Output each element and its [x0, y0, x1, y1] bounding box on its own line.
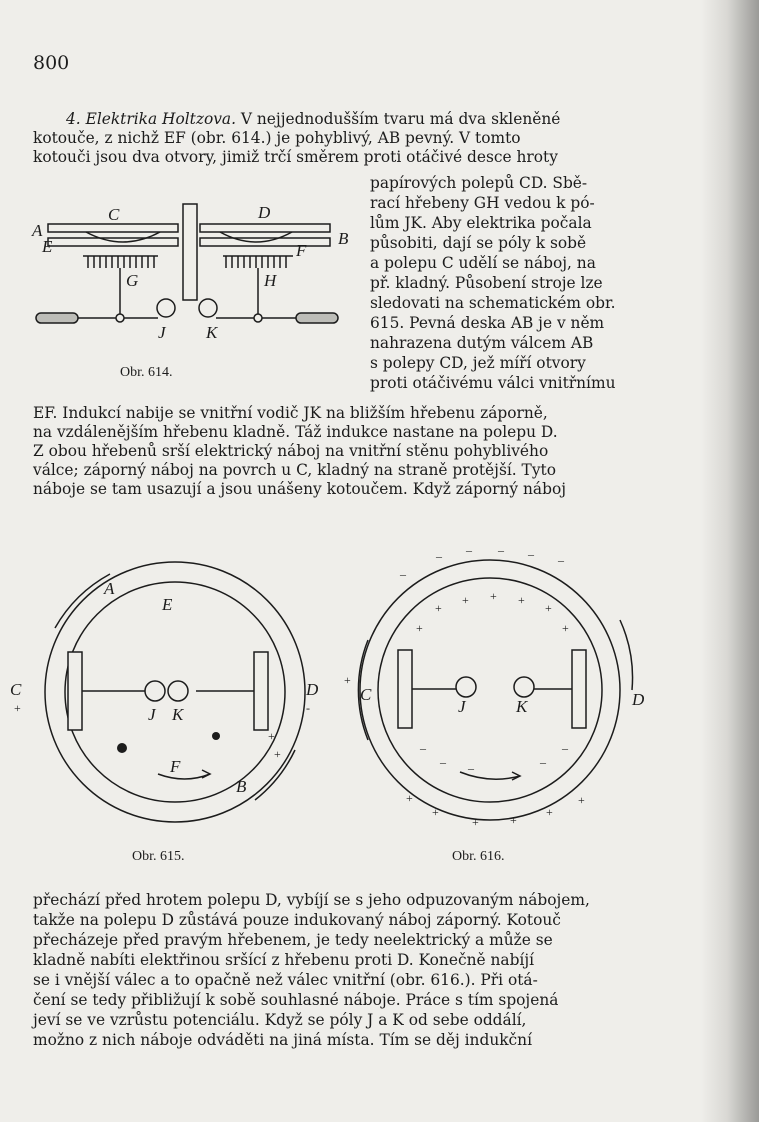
- svg-text:–: –: [466, 543, 472, 557]
- svg-text:+: +: [432, 805, 439, 819]
- wrap-line: 615. Pevná deska AB je v něm: [370, 314, 605, 332]
- figure-616: [340, 540, 670, 870]
- charges-inner-plus: [344, 589, 569, 687]
- paragraph-line: EF. Indukcí nabije se vnitřní vodič JK na bližším hřebenu záporně,: [33, 404, 548, 422]
- figure-616-caption: Obr. 616.: [452, 849, 505, 864]
- comb-left: [68, 652, 82, 730]
- fixed-disc-right: [200, 224, 330, 232]
- figure-615-caption: Obr. 615.: [132, 849, 185, 864]
- label-E: E: [42, 237, 53, 256]
- label-C: C: [108, 205, 120, 224]
- fixed-disc-left: [48, 224, 178, 232]
- coating-D: [620, 620, 633, 690]
- svg-text:+: +: [562, 621, 569, 635]
- svg-text:–: –: [558, 553, 564, 567]
- paragraph-line: jeví se ve vzrůstu potenciálu. Když se póly J a K od sebe oddálí,: [33, 1011, 527, 1029]
- wrap-line: a polepu C udělí se náboj, na: [370, 254, 596, 272]
- paragraph-line: Z obou hřebenů srší elektrický náboj na vnitřní stěnu pohyblivého: [33, 442, 549, 460]
- svg-text:+: +: [416, 621, 423, 635]
- label-F: F: [170, 757, 181, 776]
- paper-coating-D: [220, 232, 292, 242]
- comb-left: [398, 650, 412, 728]
- charge-blot: [117, 743, 127, 753]
- charge-blot: [212, 732, 220, 740]
- paragraph-line: takže na polepu D zůstává pouze indukovaný náboj záporný. Kotouč: [33, 911, 561, 929]
- charges-inner-minus: [419, 741, 569, 775]
- label-D: D: [632, 690, 645, 709]
- svg-text:+: +: [546, 805, 553, 819]
- wrap-line: s polepy CD, jež míří otvory: [370, 354, 586, 372]
- page-edge-shadow: [701, 0, 759, 1122]
- comb-right: [572, 650, 586, 728]
- wrap-line: nahrazena dutým válcem AB: [370, 334, 594, 352]
- handle-left: [36, 313, 78, 323]
- charge-minus: -: [306, 701, 310, 715]
- section-first-line: V nejjednodušším tvaru má dva skleněné: [240, 110, 561, 128]
- pole-J-ball: [145, 681, 165, 701]
- label-D: D: [258, 203, 271, 222]
- paragraph-line: na vzdálenějším hřebenu kladně. Táž indukce nastane na polepu D.: [33, 423, 558, 441]
- paper-coating-C: [86, 232, 160, 242]
- label-F: F: [296, 241, 307, 260]
- pole-J-ball: [157, 299, 175, 317]
- handle-right: [296, 313, 338, 323]
- label-J: J: [148, 705, 156, 724]
- section-number: 4.: [66, 110, 81, 128]
- wrap-line: rací hřebeny GH vedou k pó-: [370, 194, 595, 212]
- label-K: K: [516, 697, 528, 716]
- svg-text:–: –: [562, 741, 568, 755]
- svg-text:+: +: [518, 593, 525, 607]
- label-H: H: [264, 271, 277, 290]
- figure-614: [28, 196, 348, 396]
- section-title: Elektrika Holtzova.: [85, 110, 236, 128]
- svg-text:+: +: [545, 601, 552, 615]
- paragraph-line: možno z nich náboje odváděti na jiná místa. Tím se děj indukční: [33, 1031, 533, 1049]
- pole-K-ball: [514, 677, 534, 697]
- label-J: J: [458, 697, 466, 716]
- wrap-line: papírových polepů CD. Sbě-: [370, 174, 588, 192]
- paragraph-line: kotouče, z nichž EF (obr. 614.) je pohyblivý, AB pevný. V tomto: [33, 129, 521, 147]
- svg-text:–: –: [436, 549, 442, 563]
- paragraph-line: válce; záporný náboj na povrch u C, kladný na straně protější. Tyto: [33, 461, 556, 479]
- charge-plus: +: [274, 747, 281, 761]
- svg-text:+: +: [435, 601, 442, 615]
- pole-K-ball: [168, 681, 188, 701]
- label-G: G: [126, 271, 139, 290]
- wrap-line: působiti, dají se póly k sobě: [370, 234, 587, 252]
- wrap-line: sledovati na schematickém obr.: [370, 294, 616, 312]
- axle: [183, 204, 197, 300]
- figure-615: [10, 560, 340, 870]
- paragraph-line: kladně nabíti elektřinou sršící z hřebenu proti D. Konečně nabíjí: [33, 951, 535, 969]
- svg-text:+: +: [462, 593, 469, 607]
- figure-614-caption: Obr. 614.: [120, 365, 173, 380]
- charges-outer-minus: [399, 543, 565, 581]
- charge-plus: +: [14, 701, 21, 715]
- svg-text:+: +: [510, 813, 517, 827]
- comb-H: [223, 256, 293, 314]
- paragraph-line: se i vnější válec a to opačně než válec vnitřní (obr. 616.). Při otá-: [33, 971, 538, 989]
- svg-text:–: –: [440, 755, 446, 769]
- paragraph-line: kotouči jsou dva otvory, jimiž trčí směrem proti otáčivé desce hroty: [33, 148, 558, 166]
- svg-text:+: +: [578, 793, 585, 807]
- label-K: K: [206, 323, 218, 342]
- svg-text:–: –: [528, 547, 534, 561]
- label-A: A: [104, 579, 115, 598]
- label-J: J: [158, 323, 166, 342]
- svg-text:–: –: [498, 543, 504, 557]
- label-K: K: [172, 705, 184, 724]
- svg-text:+: +: [344, 673, 351, 687]
- label-B: B: [338, 229, 349, 248]
- paragraph-line: přecházeje před pravým hřebenem, je tedy neelektrický a může se: [33, 931, 553, 949]
- label-C: C: [10, 680, 22, 699]
- comb-right: [254, 652, 268, 730]
- svg-text:–: –: [400, 567, 406, 581]
- section-heading-line: [66, 110, 560, 129]
- pole-J-ball: [456, 677, 476, 697]
- charges-outer-plus: [406, 791, 585, 829]
- paragraph-line: čení se tedy přibližují k sobě souhlasné náboje. Práce s tím spojená: [33, 991, 559, 1009]
- label-E: E: [162, 595, 173, 614]
- label-B: B: [236, 777, 247, 796]
- charge-plus: +: [268, 729, 275, 743]
- label-D: D: [306, 680, 319, 699]
- paragraph-line: přechází před hrotem polepu D, vybíjí se s jeho odpuzovaným nábojem,: [33, 891, 590, 909]
- page-number: 800: [33, 52, 70, 74]
- paragraph-line: náboje se tam usazují a jsou unášeny kotoučem. Když záporný náboj: [33, 480, 566, 498]
- svg-text:+: +: [472, 815, 479, 829]
- svg-text:–: –: [468, 761, 474, 775]
- wrap-line: př. kladný. Působení stroje lze: [370, 274, 603, 292]
- svg-text:+: +: [490, 589, 497, 603]
- comb-G: [83, 256, 158, 314]
- pole-K-ball: [199, 299, 217, 317]
- svg-text:–: –: [540, 755, 546, 769]
- label-C: C: [360, 685, 372, 704]
- label-A: A: [32, 221, 43, 240]
- wrap-line: lům JK. Aby elektrika počala: [370, 214, 592, 232]
- wrap-line: proti otáčivému válci vnitřnímu: [370, 374, 616, 392]
- svg-text:+: +: [406, 791, 413, 805]
- svg-text:–: –: [420, 741, 426, 755]
